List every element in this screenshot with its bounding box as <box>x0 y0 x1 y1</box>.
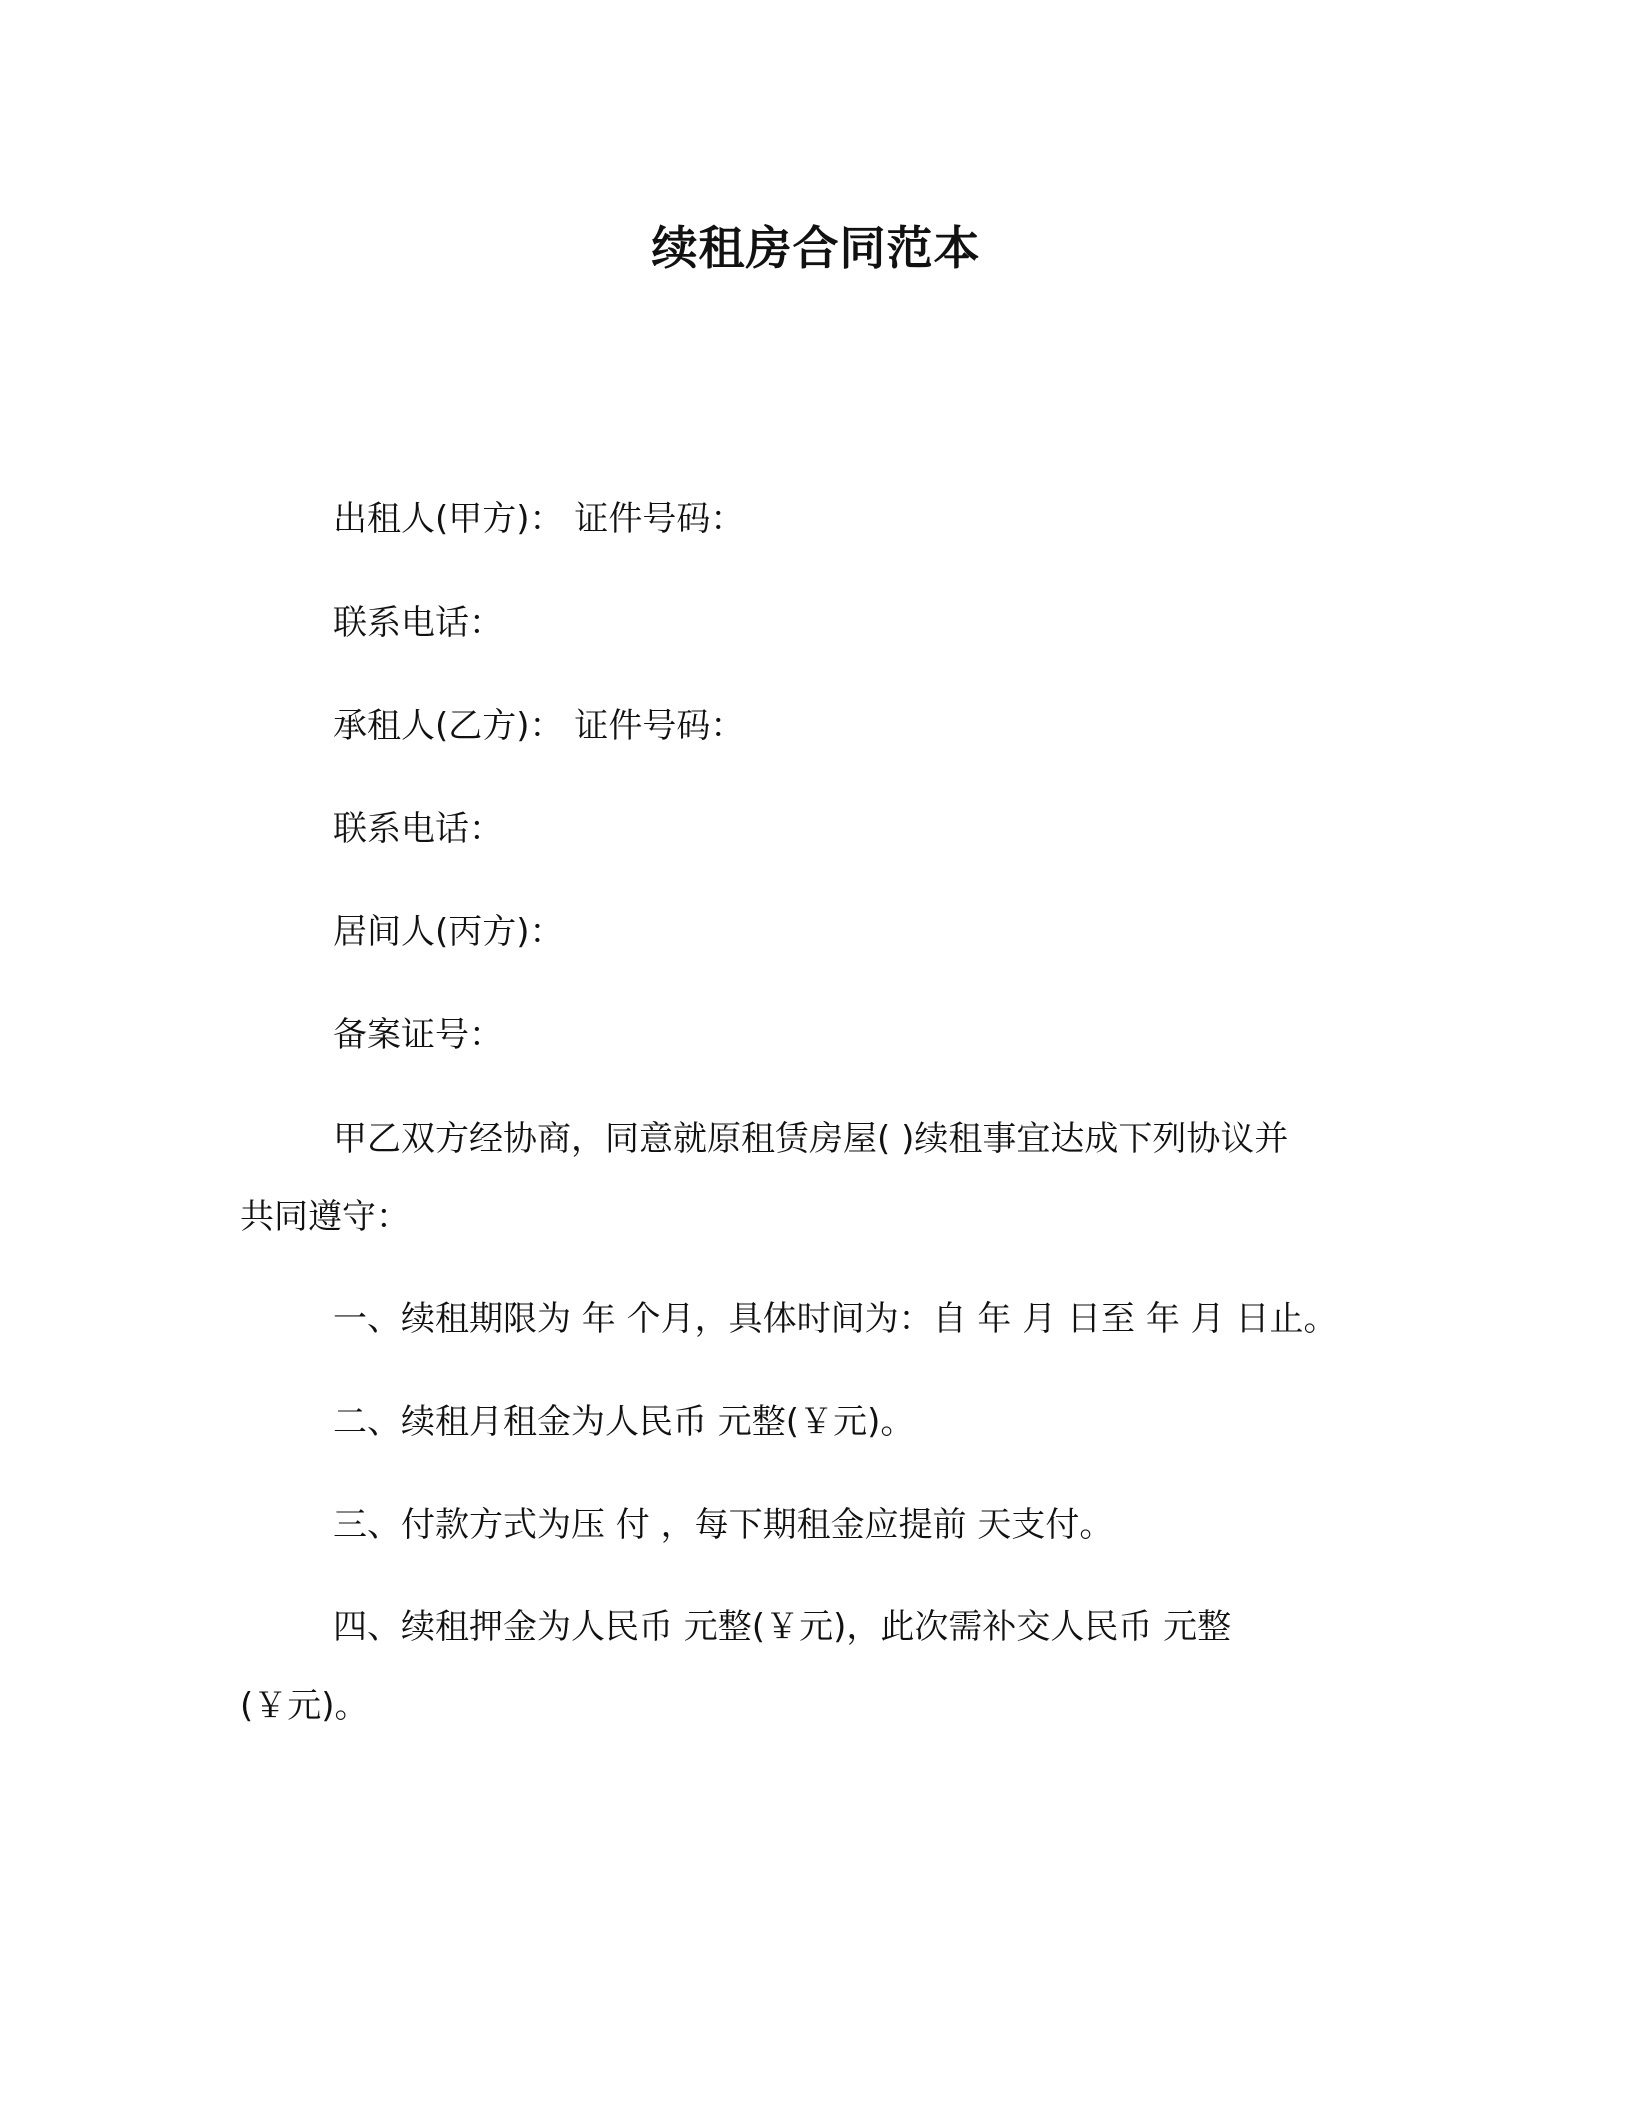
agreement-intro-continuation: 共同遵守： <box>240 1197 410 1237</box>
clause-1: 一、续租期限为 年 个月，具体时间为：自 年 月 日至 年 月 日止。 <box>333 1299 1338 1339</box>
clause-3: 三、付款方式为压 付 ，每下期租金应提前 天支付。 <box>333 1505 1114 1545</box>
lessee-line: 承租人(乙方)： 证件号码： <box>333 706 745 746</box>
clause-4: 四、续租押金为人民币 元整(￥元)，此次需补交人民币 元整 <box>333 1607 1232 1647</box>
document-title: 续租房合同范本 <box>651 221 981 275</box>
lessee-phone-line: 联系电话： <box>333 809 503 849</box>
clause-2: 二、续租月租金为人民币 元整(￥元)。 <box>333 1402 915 1442</box>
lessor-phone-line: 联系电话： <box>333 603 503 643</box>
agreement-intro-line: 甲乙双方经协商，同意就原租赁房屋( )续租事宜达成下列协议并 <box>333 1119 1289 1159</box>
clause-4-continuation: (￥元)。 <box>240 1686 369 1726</box>
lessor-line: 出租人(甲方)： 证件号码： <box>333 499 745 539</box>
record-number-line: 备案证号： <box>333 1015 503 1055</box>
intermediary-line: 居间人(丙方)： <box>333 912 564 952</box>
